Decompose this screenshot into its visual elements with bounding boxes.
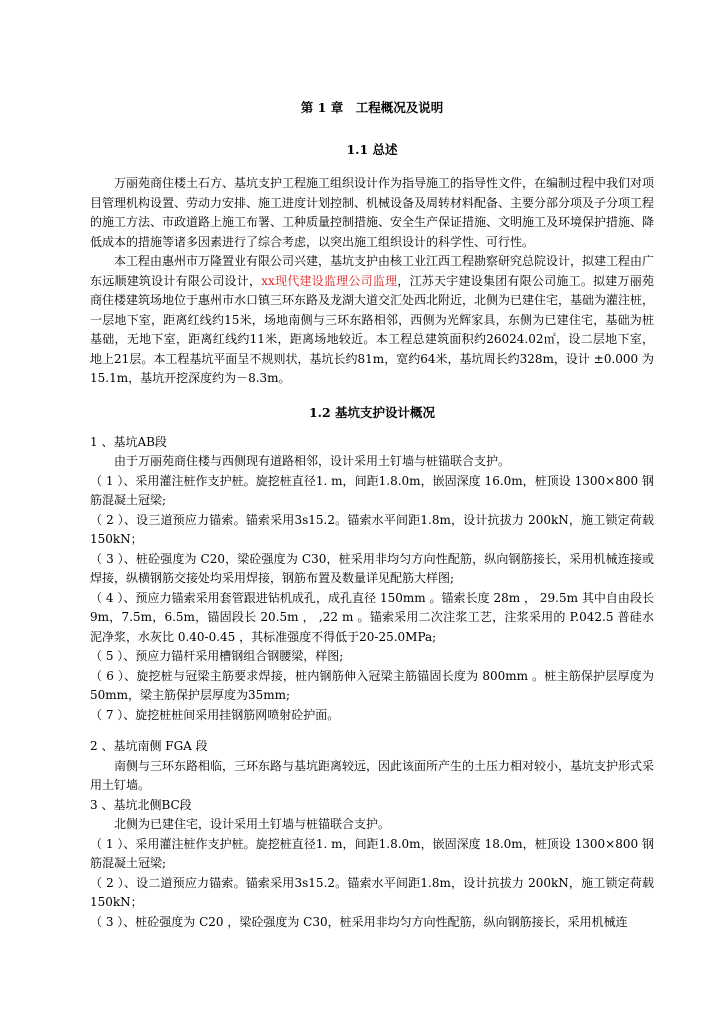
ab-item-1: （ 1 ）、采用灌注桩作支护桩。旋挖桩直径1. m，间距1.8.0m，嵌固深度 16.0m，桩顶设 1300×800 钢筋混凝土冠梁;: [90, 473, 654, 507]
bc-item-1: （ 1 ）、采用灌注桩作支护桩。旋挖桩直径1. m，间距1.8.0m，嵌固深度 18.0m，桩顶设 1300×800 钢筋混凝土冠梁;: [90, 836, 654, 870]
ab-item-4: （ 4 ）、预应力锚索采用套管跟进钻机成孔，成孔直径 150mm 。锚索长度 28m ， 29.5m 其中自由段长 9m，7.5m，6.5m，锚固段长 20.5m ， ,22 m 。锚索采用二次注浆工艺，注浆采用的 P.042.5 普硅水泥净浆，水灰比 0.40-0.45 ，其标准强度不得低于20-25.0MPa;: [90, 590, 654, 644]
section-1-2-title: 1.2 基坑支护设计概况: [308, 404, 436, 420]
bc-section-intro: 北侧为已建住宅，设计采用土钉墙与桩锚联合支护。: [114, 817, 391, 831]
overview-p2-start: 本工程由惠州市万隆置业有限公司兴建，基坑支护由核工业江西工程勘察研究总院设计，拟建工程由广东远顺建筑设计有限公司设计，: [90, 254, 655, 288]
overview-paragraph-1: 万丽苑商住楼土石方、基坑支护工程施工组织设计作为指导施工的指导性文件，在编制过程中我们对项目管理机构设置、劳动力安排、施工进度计划控制、机械设备及周转材料配备、主要分部分项及子分项工程的施工方法、市政道路上施工布署、工种质量控制措施、安全生产保证措施、文明施工及环境保护措施、降低成本的措施等诸多因素进行了综合考虑，以突出施工组织设计的科学性、可行性。: [90, 176, 655, 249]
overview-p2-end: ，江苏天宇建设集团有限公司施工。拟建万丽苑商住楼建筑场地位于惠州市水口镇三环东路及龙湖大道交汇处西北附近，北侧为已建住宅，基础为灌注桩，一层地下室，距离红线约15米，场地南侧与三环东路相邻，西侧为光辉家具，东侧为已建住宅，基础为桩基础，无地下室，距离红线约11米，距离场地较近。本工程总建筑面积约26024.02㎡，设二层地下室，地上21层。本工程基坑平面呈不规则状，基坑长约81m，宽约64米，基坑周长约328m，设计 ±0.000 为15.1m，基坑开挖深度约为－8.3m。: [90, 273, 655, 385]
bc-item-2: （ 2 ）、设二道预应力锚索。锚索采用3s15.2。锚索水平间距1.8m，设计抗拔力 200kN，施工锁定荷载 150kN；: [90, 875, 654, 909]
fga-section-heading: 2 、基坑南侧 FGA 段: [90, 739, 208, 753]
chapter-title: 第 1 章 工程概况及说明: [300, 100, 444, 115]
fga-section-text: 南侧与三环东路相临，三环东路与基坑距离较远，因此该面所产生的土压力相对较小，基坑支护形式采用土钉墙。: [90, 758, 655, 792]
ab-item-7: （ 7 ）、旋挖桩桩间采用挂钢筋网喷射砼护面。: [90, 707, 340, 722]
document-page: [90, 98, 654, 932]
ab-item-6: （ 6 ）、旋挖桩与冠梁主筋要求焊接，桩内钢筋伸入冠梁主筋锚固长度为 800mm 。桩主筋保护层厚度为50mm，梁主筋保护层厚度为35mm;: [90, 668, 654, 702]
ab-section-intro: 由于万丽苑商住楼与西侧现有道路相邻，设计采用土钉墙与桩锚联合支护。: [114, 454, 511, 468]
section-1-1-title: 1.1 总述: [346, 142, 398, 157]
ab-item-3: （ 3 ）、桩砼强度为 C20，梁砼强度为 C30，桩采用非均匀方向性配筋，纵向钢筋接长，采用机械连接或焊接，纵横钢筋交接处均采用焊接，钢筋布置及数量详见配筋大样图;: [90, 551, 654, 585]
supervisor-company-highlight: xx现代建设监理公司监理: [261, 273, 398, 288]
bc-item-3: （ 3 ）、桩砼强度为 C20 ，梁砼强度为 C30，桩采用非均匀方向性配筋，纵向钢筋接长，采用机械连: [90, 914, 628, 929]
spacer: [90, 725, 654, 737]
ab-item-2: （ 2 ）、设三道预应力锚索。锚索采用3s15.2。锚索水平间距1.8m，设计抗拔力 200kN，施工锁定荷载 150kN；: [90, 512, 654, 546]
bc-section-heading: 3 、基坑北侧BC段: [90, 797, 192, 812]
overview-paragraph-2: [90, 252, 654, 389]
ab-item-5: （ 5 ）、预应力锚杆采用槽钢组合钢腰梁，样图;: [90, 649, 344, 663]
ab-section-heading: 1 、基坑AB段: [90, 434, 167, 449]
